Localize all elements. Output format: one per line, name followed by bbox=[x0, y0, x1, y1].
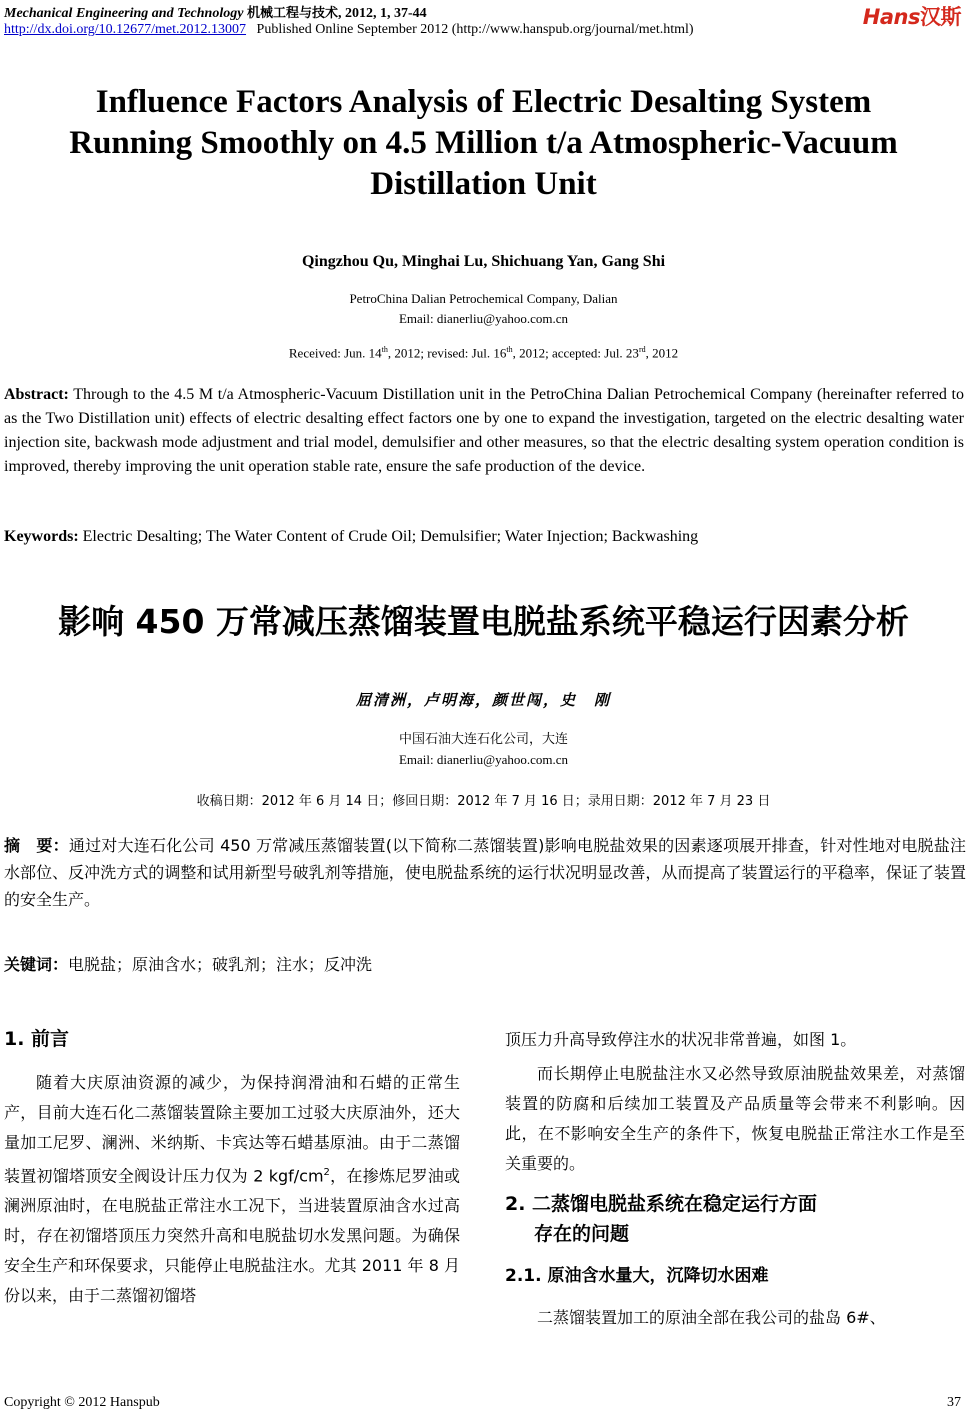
hans-logo bbox=[863, 1, 961, 31]
paper-title bbox=[20, 82, 947, 205]
cn-keywords-label: 关键词： bbox=[4, 955, 69, 974]
section-heading-intro: 1. 前言 bbox=[4, 1028, 70, 1050]
abstract-text: Through to the 4.5 M t/a Atmospheric-Vacuum Distillation unit in the PetroChina Dalian Petrochemical Company (hereinafter referred to as the Two Distillation unit) effects of electric desalting effect factors one by one to expand the investigation, targeted on the electric desalting water injection site, backwash mode adjustment and trial model, demulsifier and other measures, so that the electric desalting system operation condition is improved, thereby improving the unit operation stable rate, ensure the safe production of the device. bbox=[4, 386, 964, 475]
unit-sup: 2 bbox=[323, 1167, 330, 1178]
section-heading-2-1: 2.1. 原油含水量大，沉降切水困难 bbox=[505, 1266, 769, 1286]
accepted-date: , 2012; accepted: Jul. 23 bbox=[512, 345, 639, 361]
cn-abstract-label: 摘 要： bbox=[4, 836, 69, 855]
intro-text: 随着大庆原油资源的减少，为保持润滑油和石蜡的正常生产，目前大连石化二蒸馏装置除主要加工过驳大庆原油外，还大量加工尼罗、澜洲、米纳斯、卡宾达等石蜡基原油。由于二蒸馏装置初馏塔顶安全阀设计压力仅为 2 kgf/cm bbox=[4, 1073, 460, 1186]
cn-affiliation-block bbox=[0, 730, 967, 770]
revised-date: , 2012; revised: Jul. 16 bbox=[387, 345, 507, 361]
affiliation-block bbox=[0, 289, 967, 329]
date-sup: th bbox=[506, 345, 513, 354]
cn-title: 影响 450 万常减压蒸馏装置电脱盐系统平稳运行因素分析 bbox=[58, 602, 909, 641]
keywords-text: Electric Desalting; The Water Content of Crude Oil; Demulsifier; Water Injection; Backwashing bbox=[82, 528, 699, 545]
right-paragraph-3: 二蒸馏装置加工的原油全部在我公司的盐岛 6#、 bbox=[537, 1308, 886, 1327]
title-line: Influence Factors Analysis of Electric Desalting System bbox=[95, 84, 872, 120]
cn-abstract-text: 通过对大连石化公司 450 万常减压蒸馏装置(以下简称二蒸馏装置)影响电脱盐效果的因素逐项展开排查，针对性地对电脱盐注水部位、反冲洗方式的调整和试用新型号破乳剂等措施，使电脱盐系统的运行状况明显改善，从而提高了装置运行的平稳率，保证了装置的安全生产。 bbox=[4, 836, 966, 909]
cn-abstract bbox=[4, 832, 966, 913]
received-date: Received: Jun. 14 bbox=[288, 345, 382, 361]
right-continuation: 顶压力升高导致停注水的状况非常普遍，如图 1。 bbox=[505, 1030, 857, 1049]
section-heading-2 bbox=[505, 1189, 965, 1249]
keywords bbox=[4, 525, 964, 549]
left-column bbox=[4, 1024, 460, 1311]
cn-authors: 屈清洲，卢明海，颜世闯，史 刚 bbox=[355, 691, 611, 709]
journal-name: Mechanical Engineering and Technology bbox=[4, 6, 244, 21]
journal-header bbox=[4, 2, 427, 22]
right-column bbox=[505, 1025, 965, 1333]
cn-keywords bbox=[4, 951, 966, 978]
date-sup: th bbox=[381, 345, 388, 354]
journal-issue: , 2012, 1, 37-44 bbox=[337, 6, 427, 21]
title-line: Distillation Unit bbox=[370, 166, 597, 202]
cn-dates: 收稿日期：2012 年 6 月 14 日；修回日期：2012 年 7 月 16 日；录用日期：2012 年 7 月 23 日 bbox=[196, 794, 771, 809]
keywords-label: Keywords: bbox=[4, 528, 79, 545]
intro-text: ，在掺炼尼罗油或澜洲原油时，在电脱盐正常注水工况下，当进装置原油含水过高时，存在初馏塔顶压力突然升高和电脱盐切水发黑问题。为确保安全生产和环保要求，只能停止电脱盐注水。尤其 2011 年 8 月份以来，由于二蒸馏初馏塔 bbox=[4, 1166, 460, 1306]
date-sup: rd bbox=[638, 345, 646, 354]
date-tail: , 2012 bbox=[645, 345, 679, 361]
logo-text-en: Hans bbox=[862, 5, 920, 29]
intro-paragraph bbox=[4, 1068, 460, 1311]
title-line: Running Smoothly on 4.5 Million t/a Atmospheric-Vacuum bbox=[69, 125, 898, 161]
received-dates bbox=[0, 345, 967, 361]
published-online: Published Online September 2012 (http://www.hanspub.org/journal/met.html) bbox=[256, 22, 694, 37]
cn-keywords-text: 电脱盐；原油含水；破乳剂；注水；反冲洗 bbox=[68, 955, 373, 974]
doi-link[interactable]: http://dx.doi.org/10.12677/met.2012.13007 bbox=[4, 22, 247, 37]
authors: Qingzhou Qu, Minghai Lu, Shichuang Yan, Gang Shi bbox=[301, 253, 666, 270]
email: Email: dianerliu@yahoo.com.cn bbox=[398, 311, 568, 326]
copyright: Copyright © 2012 Hanspub bbox=[4, 1395, 160, 1410]
heading-2-line: 存在的问题 bbox=[534, 1223, 630, 1245]
page-number: 37 bbox=[947, 1395, 961, 1410]
affiliation: PetroChina Dalian Petrochemical Company, Dalian bbox=[349, 291, 618, 306]
journal-name-cn: 机械工程与技术 bbox=[246, 6, 338, 21]
logo-text-cn: 汉斯 bbox=[920, 5, 961, 29]
cn-affiliation: 中国石油大连石化公司，大连 bbox=[398, 732, 568, 747]
abstract-label: Abstract: bbox=[4, 386, 69, 403]
abstract bbox=[4, 383, 964, 479]
cn-email: Email: dianerliu@yahoo.com.cn bbox=[398, 752, 568, 767]
right-paragraph-2: 而长期停止电脱盐注水又必然导致原油脱盐效果差，对蒸馏装置的防腐和后续加工装置及产品质量等会带来不利影响。因此，在不影响安全生产的条件下，恢复电脱盐正常注水工作是至关重要的。 bbox=[505, 1064, 965, 1173]
heading-2-line: 2. 二蒸馏电脱盐系统在稳定运行方面 bbox=[505, 1193, 818, 1215]
doi-line bbox=[4, 22, 694, 38]
